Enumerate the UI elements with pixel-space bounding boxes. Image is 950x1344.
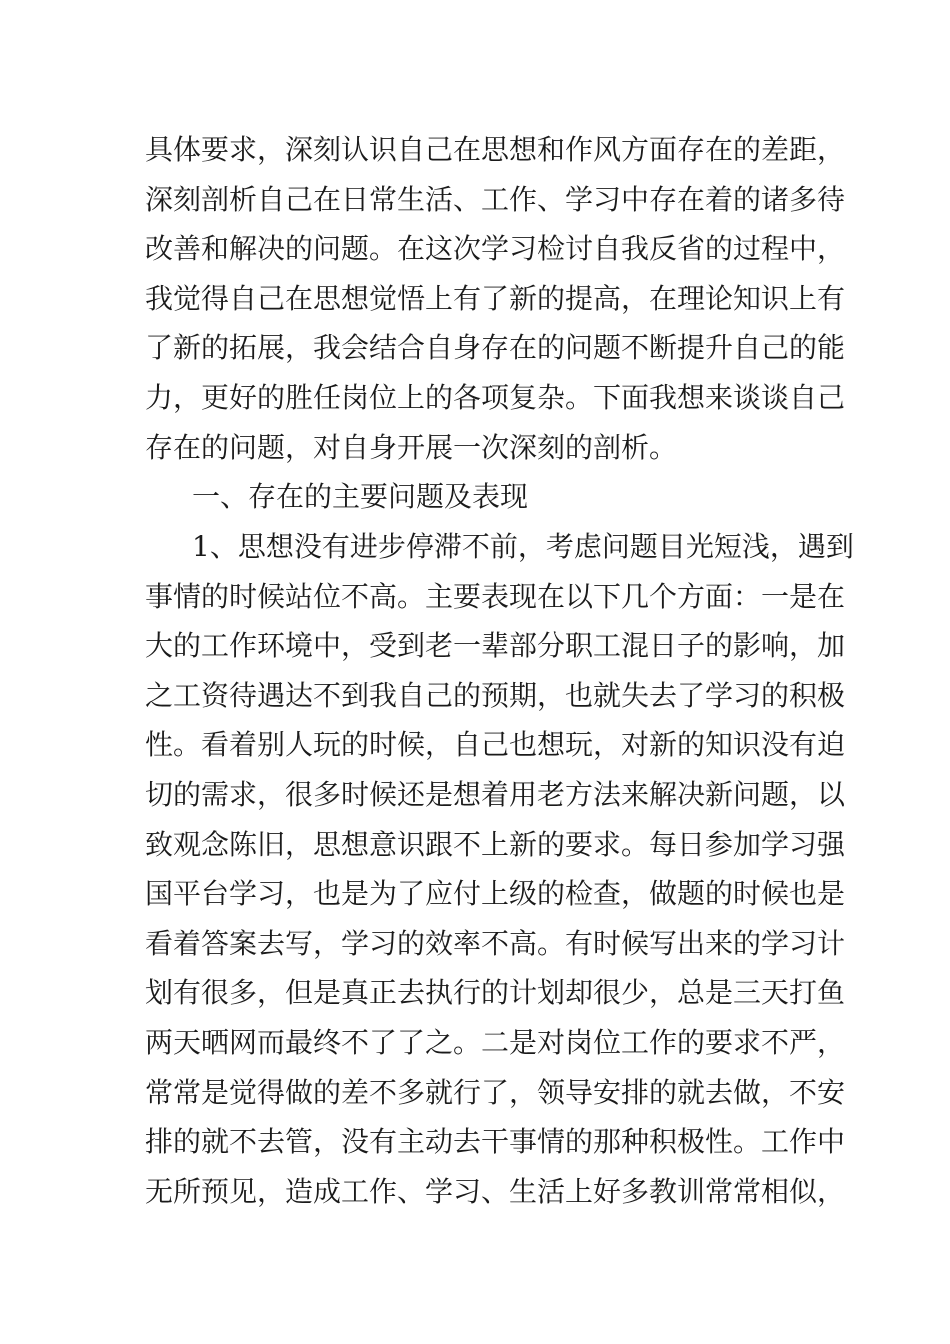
text-line: 排的就不去管，没有主动去干事情的那种积极性。工作中 [145, 1125, 846, 1158]
text-line: 性。看着别人玩的时候，自己也想玩，对新的知识没有迫 [145, 728, 846, 761]
text-line: 致观念陈旧，思想意识跟不上新的要求。每日参加学习强 [145, 828, 846, 861]
text-line: 切的需求，很多时候还是想着用老方法来解决新问题，以 [145, 778, 846, 811]
text-line: 国平台学习，也是为了应付上级的检查，做题的时候也是 [145, 877, 846, 910]
text-line: 存在的问题，对自身开展一次深刻的剖析。 [145, 431, 678, 464]
text-line: 改善和解决的问题。在这次学习检讨自我反省的过程中， [145, 232, 846, 265]
text-line: 无所预见，造成工作、学习、生活上好多教训常常相似， [145, 1175, 846, 1208]
text-line: 划有很多，但是真正去执行的计划却很少，总是三天打鱼 [145, 976, 846, 1009]
text-line: 大的工作环境中，受到老一辈部分职工混日子的影响，加 [145, 629, 846, 662]
text-line: 具体要求，深刻认识自己在思想和作风方面存在的差距， [145, 133, 846, 166]
text-line: 看着答案去写，学习的效率不高。有时候写出来的学习计 [145, 927, 846, 960]
text-line: 力，更好的胜任岗位上的各项复杂。下面我想来谈谈自己 [145, 381, 846, 414]
text-line: 常常是觉得做的差不多就行了，领导安排的就去做，不安 [145, 1076, 846, 1109]
text-line: 事情的时候站位不高。主要表现在以下几个方面：一是在 [145, 580, 846, 613]
text-line: 深刻剖析自己在日常生活、工作、学习中存在着的诸多待 [145, 183, 846, 216]
section-heading: 一、存在的主要问题及表现 [192, 480, 529, 513]
subsection-heading: 1、思想没有进步停滞不前，考虑问题目光短浅，遇到 [192, 530, 854, 563]
text-line: 我觉得自己在思想觉悟上有了新的提高，在理论知识上有 [145, 282, 846, 315]
text-line: 两天晒网而最终不了了之。二是对岗位工作的要求不严， [145, 1026, 846, 1059]
text-line: 了新的拓展，我会结合自身存在的问题不断提升自己的能 [145, 331, 846, 364]
text-line: 之工资待遇达不到我自己的预期，也就失去了学习的积极 [145, 679, 846, 712]
